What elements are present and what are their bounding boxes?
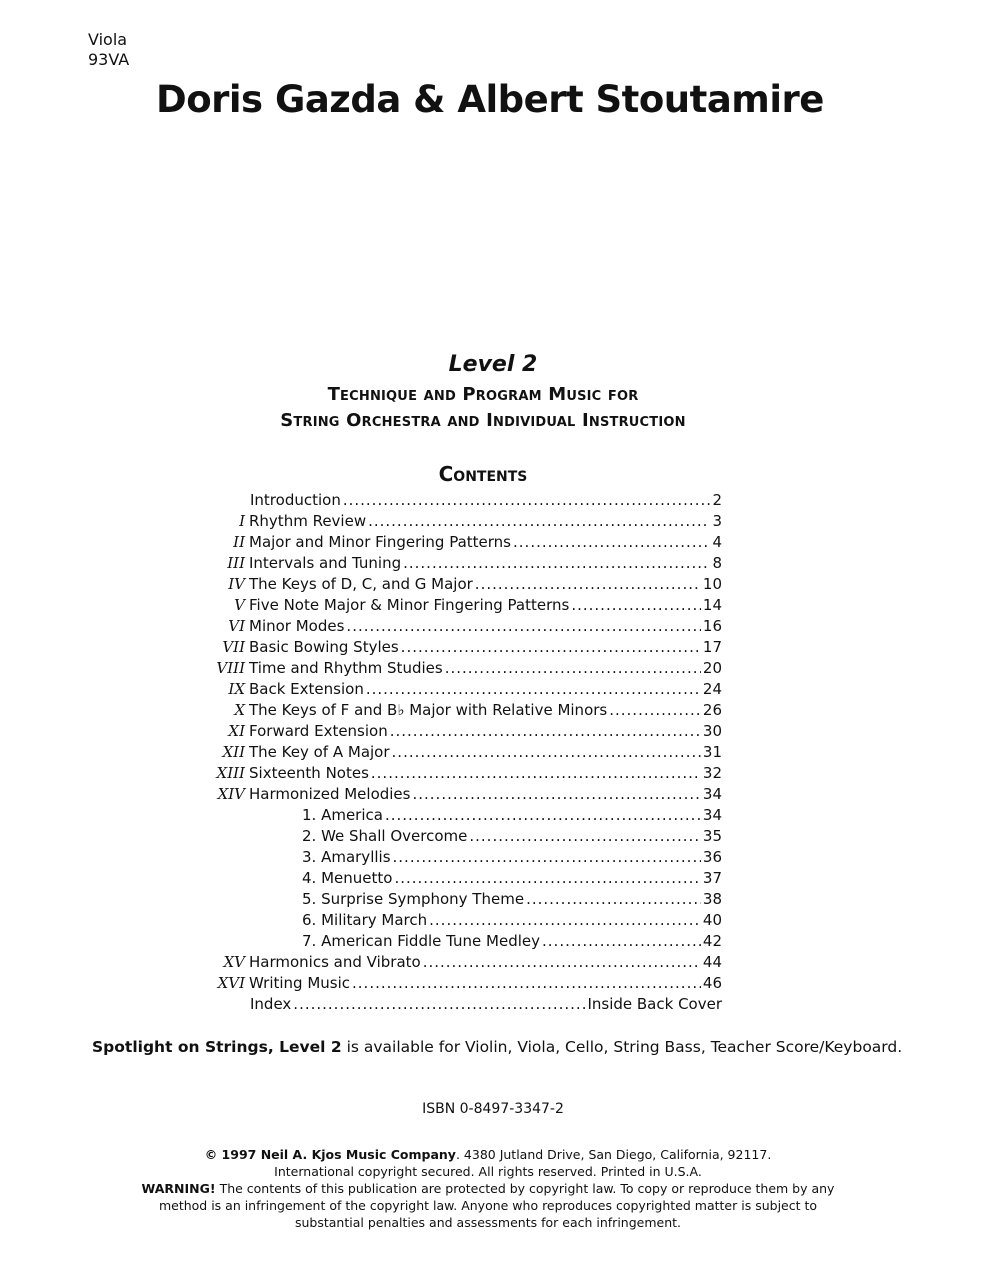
- toc-page-number: 26: [702, 701, 722, 719]
- subtitle-text-1: Technique and Program Music for: [327, 384, 639, 405]
- level-title: Level 2: [448, 352, 538, 377]
- toc-leader-dots: [542, 932, 701, 950]
- toc-entry-title: The Key of A Major: [249, 743, 390, 761]
- toc-page-number: 34: [702, 806, 722, 824]
- toc-leader-dots: [469, 827, 701, 845]
- toc-chapter-number: XI: [228, 722, 245, 740]
- contents-heading: [0, 462, 966, 486]
- warning-text-1: The contents of this publication are protected by copyright law. To copy or reproduce them by any: [215, 1181, 835, 1196]
- toc-entry: [200, 638, 722, 659]
- toc-page-number: 46: [702, 974, 722, 992]
- toc-entry-title: 1. America: [302, 806, 383, 824]
- toc-page-number: 16: [702, 617, 722, 635]
- warning-line-2: method is an infringement of the copyright law. Anyone who reproduces copyrighted matter is subject to: [158, 1198, 818, 1213]
- toc-entry-title: The Keys of D, C, and G Major: [249, 575, 473, 593]
- toc-leader-dots: [392, 743, 701, 761]
- toc-entry-title: 4. Menuetto: [302, 869, 393, 887]
- toc-page-number: 37: [702, 869, 722, 887]
- toc-chapter-number: XVI: [217, 974, 245, 992]
- toc-page-number: 35: [702, 827, 722, 845]
- toc-entry-title: Major and Minor Fingering Patterns: [249, 533, 512, 551]
- toc-entry-title: Back Extension: [249, 680, 364, 698]
- toc-leader-dots: [609, 701, 701, 719]
- toc-entry: [200, 995, 722, 1016]
- availability-bold: Spotlight on Strings, Level 2: [92, 1038, 342, 1056]
- toc-entry: [200, 722, 722, 743]
- toc-leader-dots: [526, 890, 701, 908]
- subtitle-line-1: [0, 384, 966, 405]
- toc-entry: [200, 512, 722, 533]
- toc-entry-title: 2. We Shall Overcome: [302, 827, 468, 845]
- warning-label: WARNING!: [141, 1181, 216, 1196]
- toc-page-number: 4: [712, 533, 722, 551]
- toc-leader-dots: [371, 764, 701, 782]
- toc-entry: [200, 596, 722, 617]
- toc-page-number: 17: [702, 638, 722, 656]
- toc-entry: [200, 764, 722, 785]
- toc-page-number: 3: [712, 512, 722, 530]
- toc-chapter-number: VI: [228, 617, 245, 635]
- toc-entry: [200, 743, 722, 764]
- toc-leader-dots: [343, 491, 711, 509]
- toc-chapter-number: IV: [228, 575, 245, 593]
- toc-entry-title: 6. Military March: [302, 911, 428, 929]
- instrument-header: [88, 30, 129, 70]
- toc-entry-title: Rhythm Review: [249, 512, 367, 530]
- toc-entry: [200, 932, 722, 953]
- toc-entry-title: The Keys of F and B♭ Major with Relative Minors: [249, 701, 608, 719]
- toc-page-number: 10: [702, 575, 722, 593]
- isbn: ISBN 0-8497-3347-2: [422, 1101, 564, 1117]
- toc-leader-dots: [352, 974, 701, 992]
- authors-title: Doris Gazda & Albert Stoutamire: [156, 78, 824, 121]
- toc-entry-title: Five Note Major & Minor Fingering Patterns: [249, 596, 570, 614]
- copyright-bold: © 1997 Neil A. Kjos Music Company: [204, 1147, 456, 1162]
- toc-page-number: 24: [702, 680, 722, 698]
- toc-entry-title: Intervals and Tuning: [249, 554, 402, 572]
- toc-leader-dots: [571, 596, 701, 614]
- toc-entry-title: Harmonized Melodies: [249, 785, 411, 803]
- copyright-address: . 4380 Jutland Drive, San Diego, California, 92117.: [455, 1147, 772, 1162]
- toc-leader-dots: [394, 869, 700, 887]
- toc-entry: [200, 575, 722, 596]
- toc-entry: [200, 974, 722, 995]
- toc-entry-title: Minor Modes: [249, 617, 345, 635]
- toc-leader-dots: [429, 911, 701, 929]
- toc-chapter-number: XIII: [216, 764, 245, 782]
- subtitle-line-2: [0, 410, 966, 431]
- toc-entry-title: Writing Music: [249, 974, 351, 992]
- instrument-name: Viola: [88, 30, 128, 49]
- toc-page-number: 2: [712, 491, 722, 509]
- toc-chapter-number: XII: [222, 743, 245, 761]
- toc-entry: [200, 953, 722, 974]
- toc-entry-title: Introduction: [250, 491, 341, 509]
- toc-chapter-number: V: [234, 596, 245, 614]
- toc-leader-dots: [475, 575, 701, 593]
- rights-line: International copyright secured. All rights reserved. Printed in U.S.A.: [274, 1164, 702, 1179]
- toc-entry-title: Basic Bowing Styles: [249, 638, 399, 656]
- toc-entry: [200, 869, 722, 890]
- toc-entry: [200, 617, 722, 638]
- subtitle-text-2: String Orchestra and Individual Instruction: [280, 410, 686, 431]
- toc-leader-dots: [401, 638, 701, 656]
- toc-page-number: 38: [702, 890, 722, 908]
- warning-line-3: substantial penalties and assessments for each infringement.: [294, 1215, 682, 1230]
- contents-heading-text: Contents: [438, 462, 528, 486]
- toc-chapter-number: VII: [222, 638, 245, 656]
- toc-page-number: 34: [702, 785, 722, 803]
- toc-entry: [200, 911, 722, 932]
- toc-leader-dots: [368, 512, 710, 530]
- toc-page-number: Inside Back Cover: [587, 995, 722, 1013]
- catalog-code: 93VA: [88, 50, 130, 69]
- toc-leader-dots: [346, 617, 700, 635]
- toc-entry-title: Time and Rhythm Studies: [249, 659, 443, 677]
- toc-entry: [200, 659, 722, 680]
- toc-entry: [200, 827, 722, 848]
- toc-entry: [200, 533, 722, 554]
- toc-leader-dots: [513, 533, 710, 551]
- toc-entry-title: Forward Extension: [249, 722, 388, 740]
- toc-chapter-number: XIV: [217, 785, 245, 803]
- toc-entry: [200, 554, 722, 575]
- toc-entry: [200, 848, 722, 869]
- toc-leader-dots: [293, 995, 585, 1013]
- toc-chapter-number: VIII: [216, 659, 245, 677]
- toc-chapter-number: IX: [228, 680, 245, 698]
- toc-page-number: 44: [702, 953, 722, 971]
- copyright-line: [0, 1147, 976, 1162]
- toc-chapter-number: I: [239, 512, 245, 530]
- toc-leader-dots: [390, 722, 701, 740]
- toc-entry-title: 3. Amaryllis: [302, 848, 391, 866]
- toc-page-number: 36: [702, 848, 722, 866]
- toc-page-number: 14: [702, 596, 722, 614]
- toc-entry: [200, 785, 722, 806]
- table-of-contents: [200, 491, 722, 1016]
- availability-text: is available for Violin, Viola, Cello, String Bass, Teacher Score/Keyboard.: [341, 1038, 903, 1056]
- toc-chapter-number: III: [227, 554, 245, 572]
- toc-page-number: 20: [702, 659, 722, 677]
- toc-leader-dots: [385, 806, 701, 824]
- toc-entry-title: Harmonics and Vibrato: [249, 953, 421, 971]
- toc-leader-dots: [412, 785, 700, 803]
- availability-note: [92, 1038, 902, 1056]
- toc-entry: [200, 890, 722, 911]
- toc-entry-title: 5. Surprise Symphony Theme: [302, 890, 525, 908]
- toc-entry: [200, 806, 722, 827]
- toc-entry: [200, 491, 722, 512]
- toc-entry-title: Index: [250, 995, 292, 1013]
- toc-page-number: 8: [712, 554, 722, 572]
- toc-page-number: 31: [702, 743, 722, 761]
- toc-leader-dots: [403, 554, 710, 572]
- warning-line-1: [0, 1181, 976, 1196]
- toc-entry: [200, 701, 722, 722]
- toc-leader-dots: [445, 659, 701, 677]
- toc-page-number: 40: [702, 911, 722, 929]
- toc-leader-dots: [366, 680, 701, 698]
- toc-leader-dots: [423, 953, 701, 971]
- toc-page-number: 32: [702, 764, 722, 782]
- toc-chapter-number: X: [234, 701, 245, 719]
- toc-entry-title: Sixteenth Notes: [249, 764, 369, 782]
- toc-entry-title: 7. American Fiddle Tune Medley: [302, 932, 541, 950]
- toc-chapter-number: XV: [223, 953, 245, 971]
- toc-page-number: 30: [702, 722, 722, 740]
- toc-page-number: 42: [702, 932, 722, 950]
- toc-entry: [200, 680, 722, 701]
- toc-chapter-number: II: [233, 533, 245, 551]
- toc-leader-dots: [393, 848, 701, 866]
